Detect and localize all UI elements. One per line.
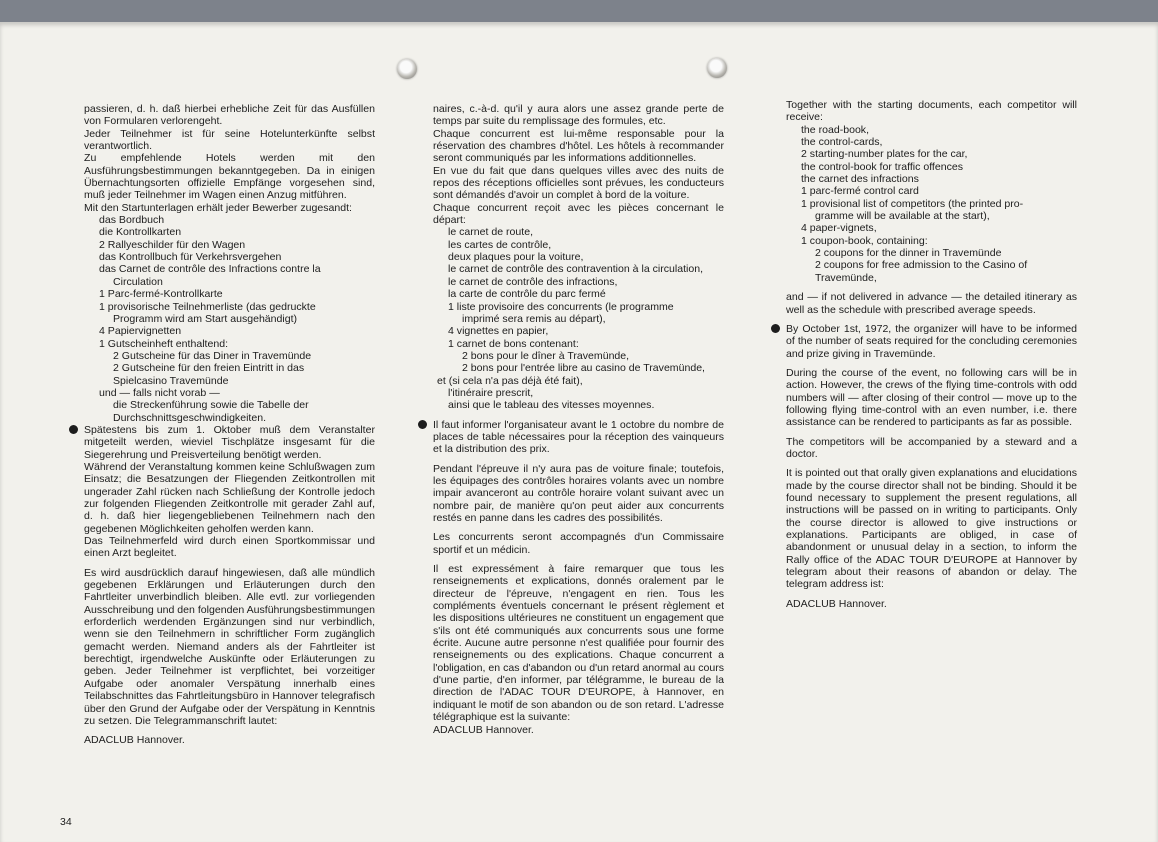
punch-hole-left	[397, 59, 417, 79]
list-item: die Streckenführung sowie die Tabelle der	[113, 399, 309, 412]
list-item: les cartes de contrôle,	[448, 238, 552, 251]
document-list	[84, 214, 375, 424]
list-item: 1 provisorische Teilnehmerliste (das gedruckte	[99, 300, 316, 313]
paragraph: Together with the starting documents, each competitor will receive:	[786, 99, 1077, 124]
list-item: le carnet de contrôle des contravention à la circulation,	[448, 263, 704, 276]
paragraph: Mit den Startunterlagen erhält jeder Bewerber zugesandt:	[84, 201, 352, 214]
list-item: 2 coupons for the dinner in Travemünde	[815, 247, 1002, 260]
telegram-address: ADACLUB Hannover.	[84, 734, 185, 747]
document-list	[786, 124, 1077, 284]
list-item: 1 carnet de bons contenant:	[448, 337, 579, 350]
list-item: the carnet des infractions	[801, 173, 919, 186]
list-item: 1 liste provisoire des concurrents (le programme	[448, 300, 674, 313]
bullet-icon	[771, 324, 780, 333]
list-item: the control-book for traffic offences	[801, 160, 964, 173]
list-item: Spielcasino Travemünde	[113, 374, 229, 387]
list-item: das Kontrollbuch für Verkehrsvergehen	[99, 251, 282, 264]
french-column	[433, 103, 724, 736]
scan-top-edge	[0, 0, 1158, 24]
paragraph: Jeder Teilnehmer ist für seine Hotelunterkünfte selbst verantwortlich.	[84, 127, 375, 153]
paragraph: Während der Veranstaltung kommen keine Schlußwagen zum Einsatz; die Besatzungen der Fliegenden Zeitkontrollen mit ungerader Zahl rücken nach Schließung der Kontrolle jedoch zur folgenden Fliegenden Zeitkontrolle mit gerader Zahl auf, d. h. daß hier liegengebliebenen Teilnehmern nach den gegebenen Möglichkeiten geholfen werden kann.	[84, 460, 375, 535]
list-item: 1 parc-fermé control card	[801, 185, 919, 198]
list-item: 2 Gutscheine für das Diner in Travemünde	[113, 349, 312, 362]
paragraph: naires, c.-à-d. qu'il y aura alors une assez grande perte de temps par suite du remplissage des formules, etc.	[433, 103, 724, 128]
bulleted-paragraph	[786, 323, 1077, 360]
document-list	[433, 226, 724, 411]
paragraph: En vue du fait que dans quelques villes avec des nuits de repos des réceptions officielles sont prévues, les conducteurs sont démandés d'avoir un complet à bord de la voiture.	[433, 164, 724, 202]
list-item: the road-book,	[801, 123, 870, 136]
list-item: et (si cela n'a pas déjà été fait),	[437, 374, 583, 387]
paragraph: During the course of the event, no following cars will be in action. However, the crews of the flying time-controls with odd numbers will — after closing of their control — move up to the following flying time-control with an even number, i.e. there assistance can be rendered to participants as far as possible.	[786, 366, 1077, 429]
list-item: imprimé sera remis au départ),	[462, 312, 606, 325]
punch-hole-right	[707, 58, 727, 78]
paragraph: It is pointed out that orally given explanations and elucidations made by the course director shall not be binding. Should it be found necessary to supplement the present regulations, all instructions will be passed on in writing to participants. Only the course director is allowed to give instructions or explanations. Participants are obliged, in case of abandonment or unusual delay in a section, to inform the Rally office of the ADAC TOUR D'EUROPE at Hannover by telegram about their reasons of abandon or delay. The telegram address ist:	[786, 467, 1077, 591]
list-item: 2 bons pour le dîner à Travemünde,	[462, 349, 630, 362]
page-number: 34	[60, 816, 72, 828]
paragraph: Pendant l'épreuve il n'y aura pas de voiture finale; toutefois, les équipages des contrôles horaires volants avec un nombre impair avanceront au contrôle horaire volant suivant avec un nombre pair, de manière qu'on peut aider aux concurrents restés en panne dans les cadres des possibilités.	[433, 462, 724, 524]
list-item: Travemünde,	[815, 271, 877, 284]
list-item: la carte de contrôle du parc fermé	[448, 288, 606, 301]
list-item: 2 coupons for free admission to the Casino of	[815, 259, 1028, 272]
list-item: le carnet de contrôle des infractions,	[448, 275, 618, 288]
paragraph: The competitors will be accompanied by a steward and a doctor.	[786, 435, 1077, 460]
list-item: das Bordbuch	[99, 214, 165, 227]
list-item: 4 paper-vignets,	[801, 222, 877, 235]
list-item: 2 bons pour l'entrée libre au casino de Travemünde,	[462, 362, 705, 375]
list-item: 4 Papiervignetten	[99, 325, 182, 338]
list-item: 2 starting-number plates for the car,	[801, 148, 968, 161]
list-item: und — falls nicht vorab —	[99, 386, 220, 399]
list-item: 1 provisional list of competitors (the printed pro-	[801, 197, 1024, 210]
list-item: 4 vignettes en papier,	[448, 325, 549, 338]
list-item: the control-cards,	[801, 136, 883, 149]
paragraph: Zu empfehlende Hotels werden mit den Ausführungsbestimmungen bekanntgegeben. Da in einigen Übernachtungsorten offizielle Empfänge vorgesehen sind, muß jeder Teilnehmer im Wagen einen Anzug mitführen.	[84, 152, 375, 202]
english-column	[786, 99, 1077, 610]
telegram-address: ADACLUB Hannover.	[433, 723, 534, 736]
paragraph: and — if not delivered in advance — the detailed itinerary as well as the schedule with prescribed average speeds.	[786, 291, 1077, 316]
list-item: 1 Parc-fermé-Kontrollkarte	[99, 288, 223, 301]
list-item: 1 Gutscheinheft enthaltend:	[99, 337, 228, 350]
paragraph: Chaque concurrent reçoit avec les pièces concernant le départ:	[433, 201, 724, 227]
list-item: l'itinéraire prescrit,	[448, 386, 534, 399]
german-column	[84, 103, 375, 747]
bullet-icon	[418, 420, 427, 429]
list-item: ainsi que le tableau des vitesses moyennes.	[448, 399, 655, 412]
bulleted-paragraph	[84, 424, 375, 461]
list-item: Durchschnittsgeschwindigkeiten.	[113, 411, 267, 424]
paragraph: Il faut informer l'organisateur avant le 1 octobre du nombre de places de table nécessaires pour la réception des vainqueurs et la distribution des prix.	[433, 418, 724, 456]
paragraph: By October 1st, 1972, the organizer will have to be informed of the number of seats required for the concluding ceremonies and prize giving in Travemünde.	[786, 322, 1077, 360]
list-item: Programm wird am Start ausgehändigt)	[113, 312, 298, 325]
bullet-icon	[69, 425, 78, 434]
list-item: Circulation	[113, 275, 163, 288]
paragraph: Il est expressément à faire remarquer que tous les renseignements et explications, donnés oralement par le directeur de l'épreuve, n'engagent en rien. Tous les compléments éventuels concernant le présent règlement et les dispositions ultérieures ne constituent un engagement que s'ils ont été communiqués aux concurrents sous une forme écrite. Aucune autre personne n'est qualifiée pour fournir des renseignements ou des explications. Chaque concurrent a l'obligation, en cas d'abandon ou d'un retard anormal au cours d'une partie, d'en informer, par télégramme, le bureau de la direction de l'ADAC TOUR D'EUROPE, à Hannover, en indiquant le motif de son abandon ou de son retard. L'adresse télégraphique est la suivante:	[433, 563, 724, 724]
list-item: das Carnet de contrôle des Infractions contre la	[99, 263, 321, 276]
list-item: die Kontrollkarten	[99, 226, 182, 239]
paragraph: Es wird ausdrücklich darauf hingewiesen, daß alle mündlich gegebenen Erklärungen und Erläuterungen durch den Fahrtleiter unverbindlich bleiben. Alle evtl. zur vorliegenden Ausschreibung und den folgenden Ausführungsbestimmungen erforderlich werdenden Ergänzungen sind nur verbindlich, wenn sie den Teilnehmern in schriftlicher Form zugänglich gemacht werden. Niemand anders als der Fahrtleiter ist berechtigt, irgendwelche Auskünfte oder Erläuterungen zu geben. Jeder Teilnehmer ist verpflichtet, bei vorzeitiger Aufgabe oder anomaler Verspätung innerhalb eines Teilabschnittes das Fahrtleitungsbüro in Hannover telegrafisch über den Grund der Aufgabe oder der Verspätung in Kenntnis zu setzen. Die Telegrammanschrift lautet:	[84, 566, 375, 727]
telegram-address: ADACLUB Hannover.	[786, 597, 887, 610]
paragraph: passieren, d. h. daß hierbei erhebliche Zeit für das Ausfüllen von Formularen verlorengeht.	[84, 103, 375, 128]
list-item: gramme will be available at the start),	[815, 210, 990, 223]
paragraph: Chaque concurrent est lui-même responsable pour la réservation des chambres d'hôtel. Les hôtels à recommander seront communiqués par les informations additionnelles.	[433, 127, 724, 165]
paragraph: Spätestens bis zum 1. Oktober muß dem Veranstalter mitgeteilt werden, wieviel Tischplätze insgesamt für die Siegerehrung und Preisverteilung benötigt werden.	[84, 423, 375, 461]
list-item: 2 Gutscheine für den freien Eintritt in das	[113, 362, 305, 375]
list-item: le carnet de route,	[448, 226, 534, 239]
list-item: 1 coupon-book, containing:	[801, 234, 928, 247]
paragraph: Das Teilnehmerfeld wird durch einen Sportkommissar und einen Arzt begleitet.	[84, 535, 375, 560]
paragraph: Les concurrents seront accompagnés d'un Commissaire sportif et un médicin.	[433, 531, 724, 556]
list-item: 2 Rallyeschilder für den Wagen	[99, 238, 246, 251]
bulleted-paragraph	[433, 419, 724, 456]
list-item: deux plaques pour la voiture,	[448, 251, 584, 264]
